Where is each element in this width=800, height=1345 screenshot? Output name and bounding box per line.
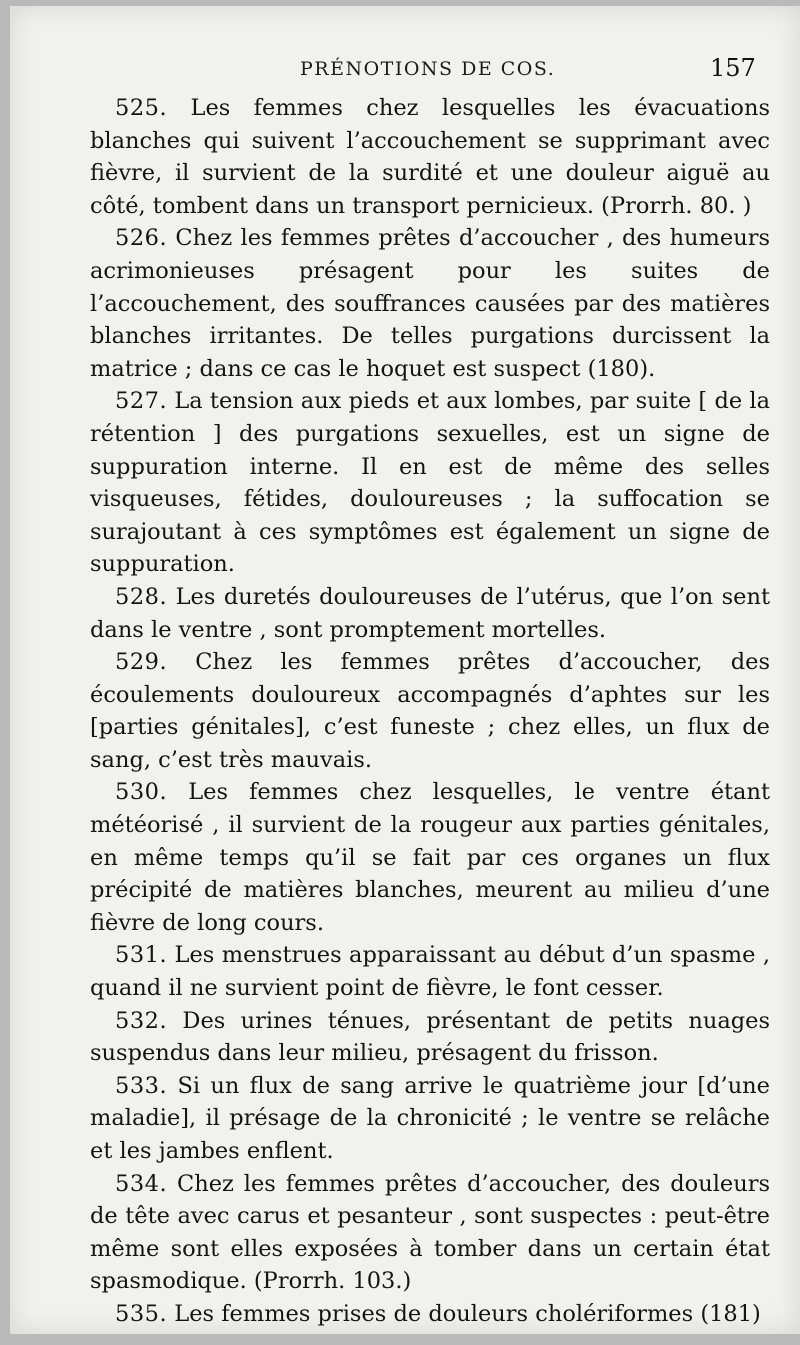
- paragraph-number: 527.: [115, 388, 168, 415]
- paragraph-text: Les femmes prises de douleurs cholériformes (181): [174, 1300, 761, 1327]
- paragraph-text: La tension aux pieds et aux lombes, par suite [ de la rétention ] des purgations sexuelles, est un signe de suppuration interne. Il en est de même des selles visqueuses, fétides, douloureuses ; la suffocation se surajoutant à ces symptômes est également un signe de suppuration.: [90, 388, 770, 578]
- paragraph-text: Chez les femmes prêtes d’accoucher, des douleurs de tête avec carus et pesanteur , sont suspectes : peut-être même sont elles exposées à tomber dans un certain état spasmodique. (Prorrh. 103.): [90, 1170, 770, 1295]
- paragraph-text: Si un flux de sang arrive le quatrième jour [d’une maladie], il présage de la chronicité ; le ventre se relâche et les jambes enflent.: [90, 1072, 770, 1164]
- running-title: PRÉNOTIONS DE COS.: [300, 58, 556, 80]
- body-text: [90, 92, 770, 1331]
- paragraph-527: [90, 385, 770, 581]
- page-number: 157: [710, 54, 756, 82]
- paragraph-text: Chez les femmes prêtes d’accoucher, des écoulements douloureux accompagnés d’aphtes sur les [parties génitales], c’est funeste ; chez elles, un flux de sang, c’est très mauvais.: [90, 649, 770, 773]
- paragraph-number: 534.: [115, 1170, 168, 1197]
- book-page: [10, 6, 800, 1334]
- paragraph-529: [90, 646, 770, 776]
- paragraph-number: 528.: [115, 583, 168, 610]
- paragraph-531: [90, 939, 770, 1004]
- paragraph-text: Les duretés douloureuses de l’utérus, que l’on sent dans le ventre , sont promptement mortelles.: [90, 583, 770, 643]
- paragraph-number: 525.: [115, 95, 168, 121]
- page-header: [10, 56, 800, 86]
- paragraph-number: 532.: [115, 1007, 168, 1034]
- paragraph-text: Chez les femmes prêtes d’accoucher , des humeurs acrimonieuses présagent pour les suites de l’accouchement, des souffrances causées par des matières blanches irritantes. De telles purgations durcissent la matrice ; dans ce cas le hoquet est suspect (180).: [90, 225, 770, 382]
- paragraph-number: 535.: [115, 1300, 168, 1327]
- paragraph-number: 530.: [115, 779, 168, 806]
- paragraph-526: [90, 222, 770, 385]
- paragraph-text: Les femmes chez lesquelles les évacuations blanches qui suivent l’accouchement se supprimant avec fièvre, il survient de la surdité et une douleur aiguë au côté, tombent dans un transport pernicieux. (Prorrh. 80. ): [90, 95, 770, 219]
- paragraph-number: 526.: [115, 225, 168, 252]
- paragraph-number: 529.: [115, 649, 168, 676]
- paragraph-525: [90, 92, 770, 222]
- paragraph-528: [90, 581, 770, 646]
- paragraph-530: [90, 776, 770, 939]
- paragraph-text: Des urines ténues, présentant de petits nuages suspendus dans leur milieu, présagent du frisson.: [90, 1007, 770, 1067]
- paragraph-text: Les femmes chez lesquelles, le ventre étant météorisé , il survient de la rougeur aux parties génitales, en même temps qu’il se fait par ces organes un flux précipité de matières blanches, meurent au milieu d’une fièvre de long cours.: [90, 779, 770, 936]
- paragraph-text: Les menstrues apparaissant au début d’un spasme , quand il ne survient point de fièvre, le font cesser.: [90, 942, 771, 1002]
- paragraph-535: [90, 1298, 770, 1331]
- paragraph-532: [90, 1005, 770, 1070]
- paragraph-number: 533.: [115, 1072, 168, 1099]
- paragraph-533: [90, 1070, 770, 1168]
- paragraph-534: [90, 1168, 770, 1298]
- paragraph-number: 531.: [115, 942, 168, 969]
